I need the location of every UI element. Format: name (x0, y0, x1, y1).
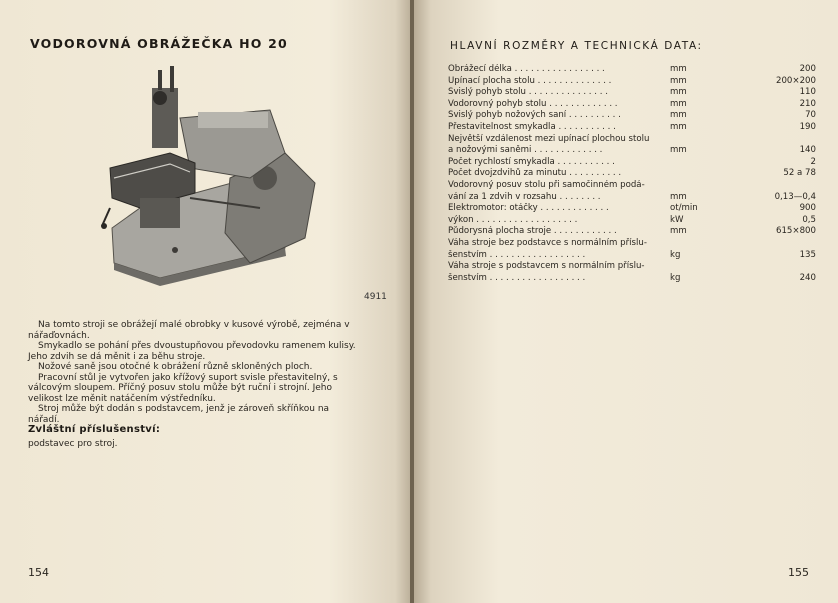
spec-label: Elektromotor: otáčky . . . . . . . . . . . . . (448, 203, 609, 214)
spec-unit: kg (670, 272, 681, 283)
spec-row (448, 134, 818, 146)
spec-row (448, 64, 818, 76)
spec-row (448, 180, 818, 192)
spec-unit: mm (670, 191, 687, 202)
spec-row (448, 157, 818, 169)
spec-row (448, 226, 818, 238)
spec-label: Svislý pohyb stolu . . . . . . . . . . . . . . . (448, 87, 608, 98)
spec-label: Svislý pohyb nožových saní . . . . . . . . . . (448, 110, 621, 121)
paragraph: Smykadlo se pohání přes dvoustupňovou převodovku ramenem kulisy. Jeho zdvih se dá měnit i za běhu stroje. (28, 341, 356, 362)
spec-row (448, 250, 818, 262)
spec-unit: mm (670, 226, 687, 237)
page-number: 154 (28, 566, 49, 579)
spec-row (448, 110, 818, 122)
spec-unit: mm (670, 145, 687, 156)
spec-unit: mm (670, 110, 687, 121)
spec-row (448, 203, 818, 215)
spec-row (448, 99, 818, 111)
spec-label: Počet dvojzdvihů za minutu . . . . . . . . . . (448, 168, 622, 179)
spec-row (448, 87, 818, 99)
spec-value: 900 (799, 203, 816, 214)
spec-row (448, 215, 818, 227)
spec-label: vání za 1 zdvih v rozsahu . . . . . . . . (448, 191, 601, 202)
spec-value: 70 (805, 110, 816, 121)
specs-title: HLAVNÍ ROZMĚRY A TECHNICKÁ DATA: (450, 40, 703, 52)
spec-row (448, 238, 818, 250)
spec-value: 240 (799, 272, 816, 283)
spec-row (448, 261, 818, 273)
spec-value: 190 (799, 121, 816, 132)
spec-unit: kW (670, 214, 684, 225)
spec-label: Přestavitelnost smykadla . . . . . . . . . . . (448, 121, 616, 132)
spec-value: 2 (810, 156, 816, 167)
right-page (414, 0, 838, 603)
paragraph: Pracovní stůl je vytvořen jako křížový suport svisle přestavitelný, s válcovým sloupem. Příčný posuv stolu může být ruční i strojní. Jeho velikost lze měnit natáčením výstředníku. (28, 372, 338, 404)
spec-value: 0,5 (802, 214, 816, 225)
spec-label: Vodorovný posuv stolu při samočinném podá- (448, 179, 645, 190)
paragraph: Nožové saně jsou otočné k obrážení různě skloněných ploch. (38, 362, 313, 372)
spec-row (448, 76, 818, 88)
spec-value: 52 a 78 (783, 168, 816, 179)
spec-unit: mm (670, 87, 687, 98)
spec-label: šenstvím . . . . . . . . . . . . . . . . . . (448, 272, 586, 283)
spec-label: Váha stroje bez podstavce s normálním příslu- (448, 237, 647, 248)
spec-unit: ot/min (670, 203, 698, 214)
spec-row (448, 273, 818, 285)
spec-unit: kg (670, 249, 681, 260)
spec-row (448, 145, 818, 157)
description-text (28, 320, 358, 425)
spec-row (448, 192, 818, 204)
spec-label: a nožovými saněmi . . . . . . . . . . . . . (448, 145, 603, 156)
spec-label: Váha stroje s podstavcem s normálním příslu- (448, 261, 645, 272)
spec-unit: mm (670, 121, 687, 132)
spec-label: výkon . . . . . . . . . . . . . . . . . . . (448, 214, 578, 225)
spec-label: Půdorysná plocha stroje . . . . . . . . . . . . (448, 226, 617, 237)
spec-value: 615×800 (775, 226, 816, 237)
spec-value: 210 (799, 98, 816, 109)
spec-row (448, 122, 818, 134)
spec-unit: mm (670, 75, 687, 86)
spec-unit: mm (670, 98, 687, 109)
page-number: 155 (788, 566, 809, 579)
specs-table (448, 64, 818, 284)
paragraph: Na tomto stroji se obrážejí malé obrobky v kusové výrobě, zejména v nářaďovnách. (28, 320, 350, 341)
spec-value: 135 (799, 249, 816, 260)
accessories-heading: Zvláštní příslušenství: (28, 424, 161, 435)
spec-value: 140 (799, 145, 816, 156)
left-page (0, 0, 412, 603)
spec-label: šenstvím . . . . . . . . . . . . . . . . . . (448, 249, 586, 260)
spec-row (448, 168, 818, 180)
spec-label: Počet rychlostí smykadla . . . . . . . . . . . (448, 156, 615, 167)
spec-unit: mm (670, 64, 687, 74)
spec-label: Největší vzdálenost mezi upínací plochou stolu (448, 133, 650, 144)
accessories-text: podstavec pro stroj. (28, 439, 118, 449)
machine-illustration (100, 58, 320, 288)
spec-label: Vodorovný pohyb stolu . . . . . . . . . . . . . (448, 98, 618, 109)
figure-number: 4911 (364, 292, 387, 302)
page-title: VODOROVNÁ OBRÁŽEČKA HO 20 (30, 36, 288, 51)
spec-label: Upínací plocha stolu . . . . . . . . . . . . . . (448, 75, 612, 86)
spec-label: Obrážecí délka . . . . . . . . . . . . . . . . . (448, 64, 605, 74)
spec-value: 110 (799, 87, 816, 98)
spec-value: 200 (799, 64, 816, 74)
spec-value: 200×200 (775, 75, 816, 86)
paragraph: Stroj může být dodán s podstavcem, jenž je zároveň skříňkou na nářadí. (28, 404, 330, 425)
spec-value: 0,13—0,4 (774, 191, 816, 202)
